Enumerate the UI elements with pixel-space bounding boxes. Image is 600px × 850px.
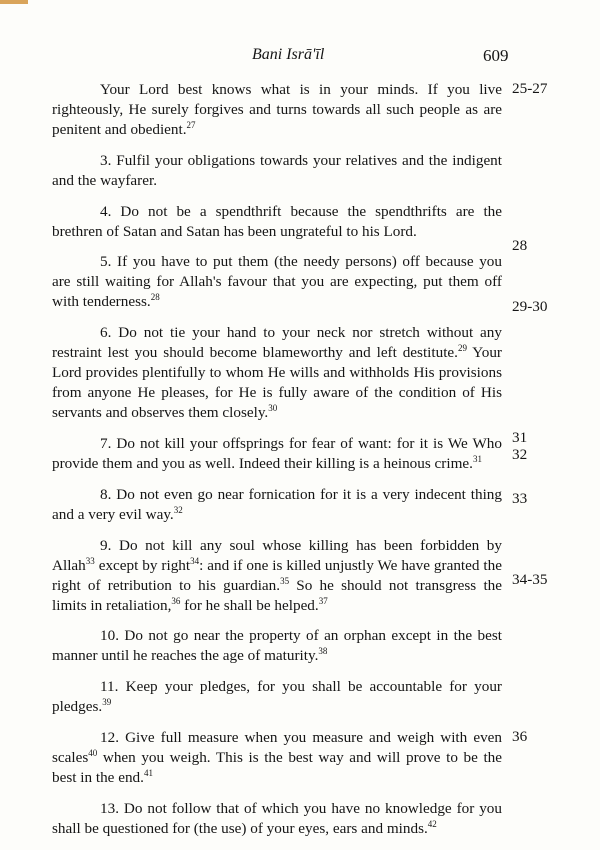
- verse-ref-34-35: 34-35: [512, 571, 548, 588]
- footnote-marker: 31: [472, 453, 482, 464]
- running-title: Bani Isrā'īl: [252, 46, 325, 63]
- paragraph-verse-31: 7. Do not kill your offsprings for fear of want: for it is We Who provide them and you as well. Indeed their killing is a heinous crime.$^{31}$: [52, 434, 502, 472]
- footnote-marker: 38: [318, 646, 328, 657]
- paragraph-obligations: 3. Fulfil your obligations towards your relatives and the indigent and the wayfarer.: [52, 151, 502, 189]
- footnote-marker: 37: [318, 595, 328, 606]
- verse-ref-32: 32: [512, 446, 528, 463]
- footnote-marker: 42: [427, 818, 437, 829]
- paragraph-spendthrift: 4. Do not be a spendthrift because the spendthrifts are the brethren of Satan and Satan has been ungrateful to his Lord.: [52, 202, 502, 240]
- paragraph-verse-29-30: 6. Do not tie your hand to your neck nor stretch without any restraint lest you should become blameworthy and left destitute.$^{29}$ Your Lord provides plentifully to whom He wills and withholds His provisions from anyone He pleases, for He is fully aware of the condition of His servants and observes them closely.$^{30}$: [52, 324, 502, 422]
- footnote-marker: 36: [171, 595, 181, 606]
- footnote-marker: 29: [457, 343, 467, 354]
- footnote-marker: 39: [102, 697, 112, 708]
- footnote-marker: 35: [280, 575, 290, 586]
- page-corner-mark: [0, 0, 28, 4]
- footnote-marker: 30: [268, 403, 278, 414]
- paragraph-verse-32: 8. Do not even go near fornication for it is a very indecent thing and a very evil way.$^{32}$: [52, 485, 502, 523]
- footnote-marker: 40: [88, 747, 98, 758]
- footnote-marker: 28: [150, 292, 160, 303]
- verse-ref-25-27: 25-27: [512, 80, 548, 97]
- footnote-marker: 33: [85, 555, 95, 566]
- verse-ref-28: 28: [512, 237, 528, 254]
- verse-ref-31: 31: [512, 429, 528, 446]
- footnote-marker: 27: [186, 119, 196, 130]
- verse-ref-36: 36: [512, 728, 528, 745]
- page-number: 609: [483, 46, 509, 65]
- paragraph-verse-25-27: Your Lord best knows what is in your minds. If you live righteously, He surely forgives and turns towards all such people as are penitent and obedient.$^{27}$: [52, 81, 502, 138]
- page-header: [0, 46, 600, 70]
- verse-ref-29-30: 29-30: [512, 298, 548, 315]
- footnote-marker: 32: [173, 504, 183, 515]
- paragraph-verse-36: 13. Do not follow that of which you have no knowledge for you shall be questioned for (the use) of your eyes, ears and minds.$^{42}$: [52, 799, 502, 837]
- paragraph-verse-33: 9. Do not kill any soul whose killing has been forbidden by Allah$^{33}$ except by right$^{34}$: and if one is killed unjustly We have granted the right of retribution to his guardian.$^{35}$ So he should not transgress the limits in retaliation,$^{36}$ for he shall be helped.$^{37}$: [52, 536, 503, 614]
- verse-ref-33: 33: [512, 490, 528, 507]
- footnote-marker: 41: [143, 767, 153, 778]
- footnote-marker: 34: [190, 555, 200, 566]
- paragraph-measure: 12. Give full measure when you measure and weigh with even scales$^{40}$ when you weigh. This is the best way and will prove to be the best in the end.$^{41}$: [52, 728, 502, 786]
- text-body: [52, 80, 502, 850]
- paragraph-verse-28: 5. If you have to put them (the needy persons) off because you are still waiting for Allah's favour that you are expecting, put them off with tenderness.$^{28}$: [52, 253, 502, 311]
- paragraph-pledges: 11. Keep your pledges, for you shall be accountable for your pledges.$^{39}$: [52, 678, 502, 716]
- paragraph-verse-34-35: 10. Do not go near the property of an orphan except in the best manner until he reaches the age of maturity.$^{38}$: [52, 627, 502, 665]
